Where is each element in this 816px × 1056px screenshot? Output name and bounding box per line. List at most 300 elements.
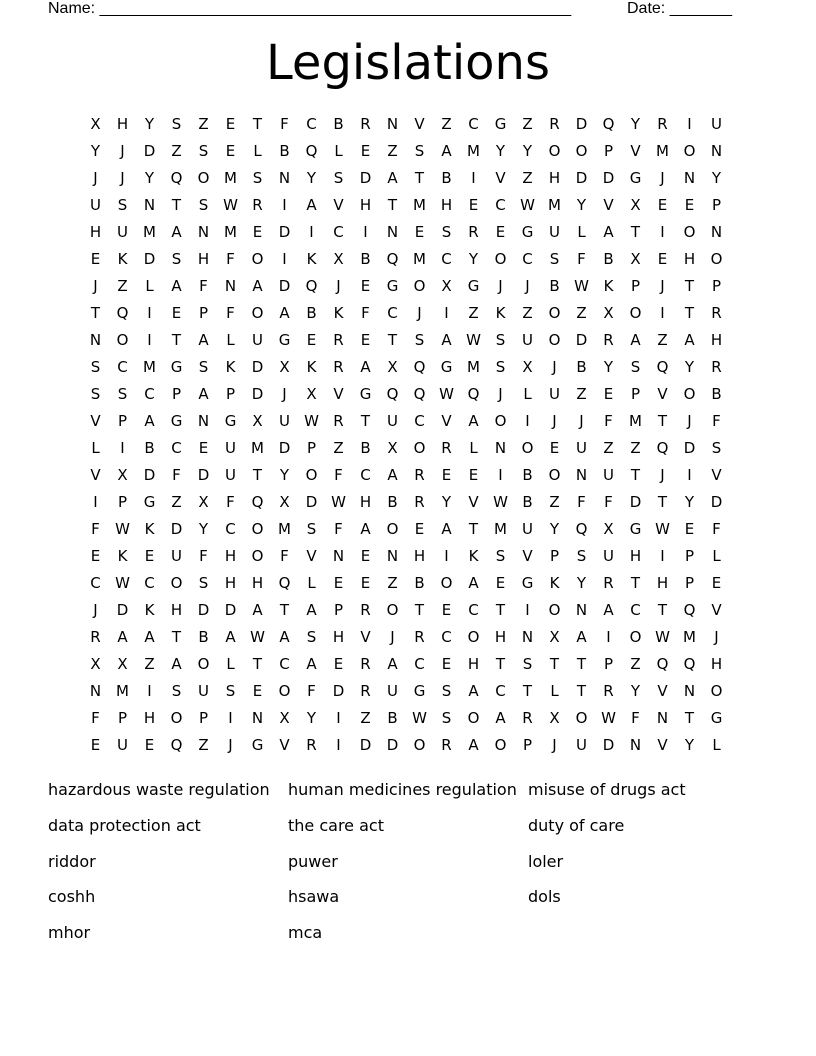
grid-letter: X bbox=[198, 493, 209, 511]
grid-letter: Y bbox=[468, 250, 479, 268]
grid-letter: V bbox=[657, 736, 668, 754]
grid-letter: F bbox=[577, 493, 586, 511]
grid-letter: H bbox=[467, 655, 480, 673]
grid-row bbox=[82, 516, 730, 543]
grid-letter: X bbox=[279, 709, 290, 727]
grid-letter: E bbox=[360, 547, 371, 565]
grid-letter: I bbox=[120, 439, 125, 457]
grid-letter: Z bbox=[198, 736, 209, 754]
grid-letter: K bbox=[306, 358, 317, 376]
grid-letter: P bbox=[684, 574, 695, 592]
word-list-item: data protection act bbox=[48, 815, 201, 835]
grid-letter: Y bbox=[144, 169, 155, 187]
grid-letter: Y bbox=[279, 466, 290, 484]
grid-letter: D bbox=[710, 493, 723, 511]
grid-letter: R bbox=[414, 493, 425, 511]
grid-letter: N bbox=[683, 682, 696, 700]
grid-letter: W bbox=[412, 709, 427, 727]
grid-letter: G bbox=[494, 115, 507, 133]
grid-letter: S bbox=[90, 385, 101, 403]
grid-letter: D bbox=[629, 493, 642, 511]
grid-letter: F bbox=[199, 277, 208, 295]
grid-letter: A bbox=[441, 142, 452, 160]
grid-letter: H bbox=[224, 547, 237, 565]
grid-letter: Y bbox=[144, 115, 155, 133]
grid-letter: O bbox=[494, 412, 507, 430]
grid-letter: E bbox=[414, 520, 425, 538]
grid-letter: Q bbox=[170, 169, 183, 187]
grid-letter: O bbox=[251, 304, 264, 322]
grid-letter: U bbox=[198, 682, 209, 700]
grid-letter: A bbox=[468, 736, 479, 754]
grid-letter: O bbox=[305, 466, 318, 484]
grid-letter: I bbox=[444, 304, 449, 322]
grid-letter: R bbox=[603, 574, 614, 592]
grid-letter: N bbox=[575, 601, 588, 619]
grid-letter: Z bbox=[198, 115, 209, 133]
grid-letter: N bbox=[332, 547, 345, 565]
grid-letter: V bbox=[603, 196, 614, 214]
grid-letter: Q bbox=[386, 250, 399, 268]
grid-letter: I bbox=[228, 709, 233, 727]
grid-letter: T bbox=[387, 331, 398, 349]
grid-letter: I bbox=[147, 304, 152, 322]
grid-letter: U bbox=[90, 196, 101, 214]
grid-letter: E bbox=[684, 520, 695, 538]
grid-letter: Z bbox=[387, 574, 398, 592]
grid-letter: E bbox=[252, 223, 263, 241]
grid-letter: J bbox=[660, 169, 665, 187]
grid-letter: G bbox=[224, 412, 237, 430]
grid-letter: H bbox=[89, 223, 102, 241]
grid-letter: E bbox=[252, 682, 263, 700]
grid-letter: T bbox=[414, 601, 425, 619]
grid-letter: T bbox=[549, 655, 560, 673]
grid-letter: W bbox=[331, 493, 346, 511]
grid-letter: A bbox=[306, 655, 317, 673]
grid-letter: U bbox=[603, 547, 614, 565]
grid-letter: X bbox=[630, 196, 641, 214]
grid-letter: P bbox=[333, 601, 344, 619]
grid-letter: F bbox=[307, 682, 316, 700]
grid-letter: P bbox=[522, 736, 533, 754]
grid-letter: T bbox=[171, 331, 182, 349]
grid-letter: A bbox=[603, 223, 614, 241]
grid-letter: H bbox=[224, 574, 237, 592]
grid-letter: R bbox=[360, 682, 371, 700]
grid-letter: I bbox=[93, 493, 98, 511]
grid-letter: R bbox=[522, 709, 533, 727]
grid-row bbox=[82, 381, 730, 408]
grid-letter: F bbox=[604, 493, 613, 511]
grid-letter: N bbox=[143, 196, 156, 214]
grid-letter: L bbox=[226, 655, 235, 673]
grid-letter: I bbox=[282, 250, 287, 268]
grid-letter: E bbox=[441, 601, 452, 619]
grid-letter: D bbox=[170, 520, 183, 538]
grid-letter: Y bbox=[522, 142, 533, 160]
grid-letter: F bbox=[712, 412, 721, 430]
grid-letter: G bbox=[629, 169, 642, 187]
grid-letter: H bbox=[170, 601, 183, 619]
grid-letter: T bbox=[684, 709, 695, 727]
grid-letter: P bbox=[117, 412, 128, 430]
grid-letter: Z bbox=[171, 142, 182, 160]
grid-letter: G bbox=[521, 223, 534, 241]
grid-letter: L bbox=[523, 385, 532, 403]
grid-letter: A bbox=[171, 277, 182, 295]
grid-letter: T bbox=[495, 655, 506, 673]
grid-letter: Q bbox=[575, 520, 588, 538]
grid-letter: J bbox=[552, 412, 557, 430]
grid-letter: A bbox=[360, 520, 371, 538]
grid-letter: O bbox=[494, 736, 507, 754]
grid-letter: R bbox=[360, 655, 371, 673]
grid-letter: U bbox=[549, 385, 560, 403]
grid-letter: T bbox=[630, 574, 641, 592]
grid-letter: I bbox=[660, 223, 665, 241]
grid-letter: A bbox=[387, 169, 398, 187]
grid-letter: U bbox=[576, 439, 587, 457]
grid-letter: J bbox=[93, 601, 98, 619]
grid-letter: H bbox=[494, 628, 507, 646]
grid-letter: C bbox=[441, 628, 452, 646]
grid-letter: C bbox=[360, 466, 371, 484]
grid-letter: H bbox=[440, 196, 453, 214]
grid-letter: O bbox=[467, 628, 480, 646]
grid-letter: G bbox=[170, 412, 183, 430]
grid-letter: E bbox=[198, 439, 209, 457]
grid-letter: W bbox=[655, 520, 670, 538]
grid-letter: K bbox=[603, 277, 614, 295]
grid-letter: B bbox=[387, 493, 398, 511]
grid-row bbox=[82, 219, 730, 246]
grid-letter: Z bbox=[333, 439, 344, 457]
grid-letter: C bbox=[414, 412, 425, 430]
grid-letter: M bbox=[224, 223, 237, 241]
grid-letter: X bbox=[117, 466, 128, 484]
grid-letter: U bbox=[387, 682, 398, 700]
grid-letter: V bbox=[441, 412, 452, 430]
grid-letter: C bbox=[117, 358, 128, 376]
grid-letter: N bbox=[251, 709, 264, 727]
grid-letter: T bbox=[252, 466, 263, 484]
grid-letter: V bbox=[306, 547, 317, 565]
grid-letter: F bbox=[280, 115, 289, 133]
grid-letter: N bbox=[197, 412, 210, 430]
grid-letter: L bbox=[550, 682, 559, 700]
grid-letter: V bbox=[360, 628, 371, 646]
grid-letter: C bbox=[90, 574, 101, 592]
grid-letter: T bbox=[90, 304, 101, 322]
grid-letter: H bbox=[251, 574, 264, 592]
grid-letter: P bbox=[684, 547, 695, 565]
word-list-item: duty of care bbox=[528, 815, 625, 835]
grid-letter: B bbox=[576, 358, 587, 376]
grid-letter: O bbox=[575, 709, 588, 727]
grid-letter: E bbox=[549, 439, 560, 457]
grid-letter: J bbox=[417, 304, 422, 322]
grid-letter: T bbox=[171, 628, 182, 646]
grid-letter: T bbox=[657, 493, 668, 511]
grid-letter: D bbox=[332, 682, 345, 700]
grid-letter: Q bbox=[278, 574, 291, 592]
grid-letter: M bbox=[413, 196, 426, 214]
grid-letter: R bbox=[333, 412, 344, 430]
grid-letter: O bbox=[548, 142, 561, 160]
grid-letter: K bbox=[144, 520, 155, 538]
grid-letter: A bbox=[576, 628, 587, 646]
grid-letter: X bbox=[279, 493, 290, 511]
grid-letter: H bbox=[683, 250, 696, 268]
grid-letter: A bbox=[252, 277, 263, 295]
grid-letter: T bbox=[657, 601, 668, 619]
grid-letter: Z bbox=[144, 655, 155, 673]
grid-letter: R bbox=[252, 196, 263, 214]
word-list-item: hsawa bbox=[288, 887, 340, 907]
grid-letter: H bbox=[359, 493, 372, 511]
grid-letter: N bbox=[521, 628, 534, 646]
grid-letter: V bbox=[522, 547, 533, 565]
grid-letter: T bbox=[657, 412, 668, 430]
grid-letter: Y bbox=[576, 196, 587, 214]
grid-letter: I bbox=[147, 682, 152, 700]
grid-letter: D bbox=[386, 736, 399, 754]
grid-letter: S bbox=[441, 223, 452, 241]
grid-letter: O bbox=[197, 655, 210, 673]
grid-letter: H bbox=[710, 655, 723, 673]
grid-letter: X bbox=[90, 115, 101, 133]
grid-letter: Q bbox=[116, 304, 129, 322]
grid-letter: S bbox=[711, 439, 722, 457]
grid-row bbox=[82, 651, 730, 678]
grid-letter: Q bbox=[656, 358, 669, 376]
grid-letter: O bbox=[548, 304, 561, 322]
grid-letter: Z bbox=[576, 385, 587, 403]
grid-letter: Q bbox=[170, 736, 183, 754]
grid-letter: F bbox=[226, 250, 235, 268]
grid-letter: T bbox=[468, 520, 479, 538]
grid-letter: J bbox=[498, 385, 503, 403]
grid-letter: X bbox=[603, 520, 614, 538]
grid-row bbox=[82, 732, 730, 759]
grid-letter: O bbox=[440, 574, 453, 592]
grid-letter: R bbox=[333, 358, 344, 376]
grid-letter: L bbox=[712, 547, 721, 565]
grid-letter: B bbox=[414, 574, 425, 592]
grid-letter: Q bbox=[386, 385, 399, 403]
grid-letter: I bbox=[660, 304, 665, 322]
grid-letter: O bbox=[413, 439, 426, 457]
grid-letter: X bbox=[333, 250, 344, 268]
grid-letter: C bbox=[279, 655, 290, 673]
grid-letter: B bbox=[144, 439, 155, 457]
grid-letter: Y bbox=[441, 493, 452, 511]
grid-letter: W bbox=[223, 196, 238, 214]
grid-letter: A bbox=[630, 331, 641, 349]
word-list-item: mca bbox=[288, 923, 323, 943]
grid-row bbox=[82, 705, 730, 732]
grid-letter: S bbox=[333, 169, 344, 187]
grid-letter: B bbox=[360, 250, 371, 268]
grid-letter: I bbox=[282, 196, 287, 214]
grid-letter: N bbox=[89, 331, 102, 349]
grid-letter: A bbox=[360, 358, 371, 376]
grid-letter: P bbox=[117, 493, 128, 511]
date-field-label: Date: _______ bbox=[627, 0, 732, 17]
grid-letter: A bbox=[387, 655, 398, 673]
grid-letter: Y bbox=[630, 115, 641, 133]
grid-letter: F bbox=[361, 304, 370, 322]
grid-letter: C bbox=[630, 601, 641, 619]
grid-letter: X bbox=[252, 412, 263, 430]
word-list-item: hazardous waste regulation bbox=[48, 780, 270, 799]
grid-letter: J bbox=[714, 628, 719, 646]
grid-letter: O bbox=[251, 520, 264, 538]
grid-letter: Q bbox=[683, 601, 696, 619]
grid-row bbox=[82, 354, 730, 381]
grid-letter: O bbox=[170, 709, 183, 727]
grid-letter: V bbox=[279, 736, 290, 754]
grid-row bbox=[82, 111, 730, 138]
grid-letter: F bbox=[334, 520, 343, 538]
grid-letter: T bbox=[684, 304, 695, 322]
grid-letter: E bbox=[684, 196, 695, 214]
grid-letter: W bbox=[574, 277, 589, 295]
grid-letter: I bbox=[336, 709, 341, 727]
grid-row bbox=[82, 165, 730, 192]
grid-letter: Z bbox=[468, 304, 479, 322]
grid-letter: O bbox=[251, 547, 264, 565]
grid-letter: J bbox=[120, 142, 125, 160]
grid-letter: W bbox=[250, 628, 265, 646]
grid-letter: A bbox=[225, 628, 236, 646]
grid-letter: L bbox=[577, 223, 586, 241]
grid-letter: N bbox=[224, 277, 237, 295]
grid-row bbox=[82, 435, 730, 462]
grid-letter: O bbox=[548, 601, 561, 619]
grid-letter: Z bbox=[387, 142, 398, 160]
grid-letter: T bbox=[630, 223, 641, 241]
grid-letter: W bbox=[520, 196, 535, 214]
grid-letter: E bbox=[360, 574, 371, 592]
grid-letter: A bbox=[279, 304, 290, 322]
grid-letter: S bbox=[171, 682, 182, 700]
grid-letter: V bbox=[468, 493, 479, 511]
grid-letter: Q bbox=[413, 385, 426, 403]
grid-letter: U bbox=[117, 223, 128, 241]
grid-letter: V bbox=[333, 385, 344, 403]
word-list-item: dols bbox=[528, 887, 561, 907]
grid-letter: F bbox=[631, 709, 640, 727]
grid-letter: R bbox=[468, 223, 479, 241]
grid-letter: R bbox=[333, 331, 344, 349]
grid-letter: A bbox=[684, 331, 695, 349]
grid-letter: N bbox=[89, 682, 102, 700]
grid-letter: O bbox=[494, 250, 507, 268]
grid-letter: D bbox=[251, 385, 264, 403]
grid-letter: T bbox=[630, 466, 641, 484]
letter-grid bbox=[82, 111, 730, 759]
grid-letter: G bbox=[629, 520, 642, 538]
grid-letter: X bbox=[603, 304, 614, 322]
grid-letter: U bbox=[522, 520, 533, 538]
grid-letter: B bbox=[306, 304, 317, 322]
grid-letter: O bbox=[710, 250, 723, 268]
grid-letter: O bbox=[197, 169, 210, 187]
grid-row bbox=[82, 408, 730, 435]
grid-letter: I bbox=[444, 547, 449, 565]
grid-row bbox=[82, 273, 730, 300]
grid-letter: D bbox=[359, 736, 372, 754]
grid-letter: E bbox=[603, 385, 614, 403]
grid-letter: E bbox=[360, 331, 371, 349]
grid-letter: Y bbox=[549, 520, 560, 538]
grid-letter: X bbox=[279, 358, 290, 376]
grid-letter: O bbox=[278, 682, 291, 700]
grid-letter: A bbox=[603, 601, 614, 619]
grid-letter: T bbox=[684, 277, 695, 295]
grid-letter: S bbox=[441, 682, 452, 700]
grid-letter: Y bbox=[684, 358, 695, 376]
grid-letter: J bbox=[93, 169, 98, 187]
grid-letter: Y bbox=[630, 682, 641, 700]
grid-letter: P bbox=[603, 142, 614, 160]
grid-letter: Y bbox=[90, 142, 101, 160]
grid-letter: U bbox=[387, 412, 398, 430]
grid-letter: T bbox=[495, 601, 506, 619]
grid-row bbox=[82, 300, 730, 327]
grid-letter: F bbox=[577, 250, 586, 268]
grid-letter: X bbox=[306, 385, 317, 403]
grid-letter: M bbox=[413, 250, 426, 268]
grid-letter: A bbox=[468, 682, 479, 700]
grid-letter: B bbox=[522, 466, 533, 484]
grid-letter: P bbox=[306, 439, 317, 457]
grid-letter: D bbox=[602, 736, 615, 754]
grid-letter: F bbox=[712, 520, 721, 538]
grid-letter: O bbox=[386, 520, 399, 538]
grid-letter: A bbox=[198, 385, 209, 403]
grid-letter: C bbox=[441, 250, 452, 268]
grid-letter: J bbox=[120, 169, 125, 187]
grid-letter: Z bbox=[522, 304, 533, 322]
grid-letter: R bbox=[657, 115, 668, 133]
grid-letter: R bbox=[711, 358, 722, 376]
grid-letter: D bbox=[224, 601, 237, 619]
grid-letter: S bbox=[549, 250, 560, 268]
grid-letter: J bbox=[390, 628, 395, 646]
grid-letter: T bbox=[360, 412, 371, 430]
grid-letter: R bbox=[306, 736, 317, 754]
grid-letter: W bbox=[439, 385, 454, 403]
grid-letter: J bbox=[525, 277, 530, 295]
grid-row bbox=[82, 489, 730, 516]
grid-letter: B bbox=[549, 277, 560, 295]
grid-letter: N bbox=[710, 142, 723, 160]
grid-letter: X bbox=[117, 655, 128, 673]
grid-letter: N bbox=[575, 466, 588, 484]
grid-letter: X bbox=[630, 250, 641, 268]
grid-letter: J bbox=[579, 412, 584, 430]
grid-letter: T bbox=[522, 682, 533, 700]
grid-letter: Q bbox=[305, 142, 318, 160]
grid-letter: I bbox=[660, 547, 665, 565]
grid-letter: T bbox=[252, 655, 263, 673]
grid-letter: F bbox=[226, 304, 235, 322]
grid-letter: S bbox=[495, 358, 506, 376]
grid-letter: C bbox=[333, 223, 344, 241]
